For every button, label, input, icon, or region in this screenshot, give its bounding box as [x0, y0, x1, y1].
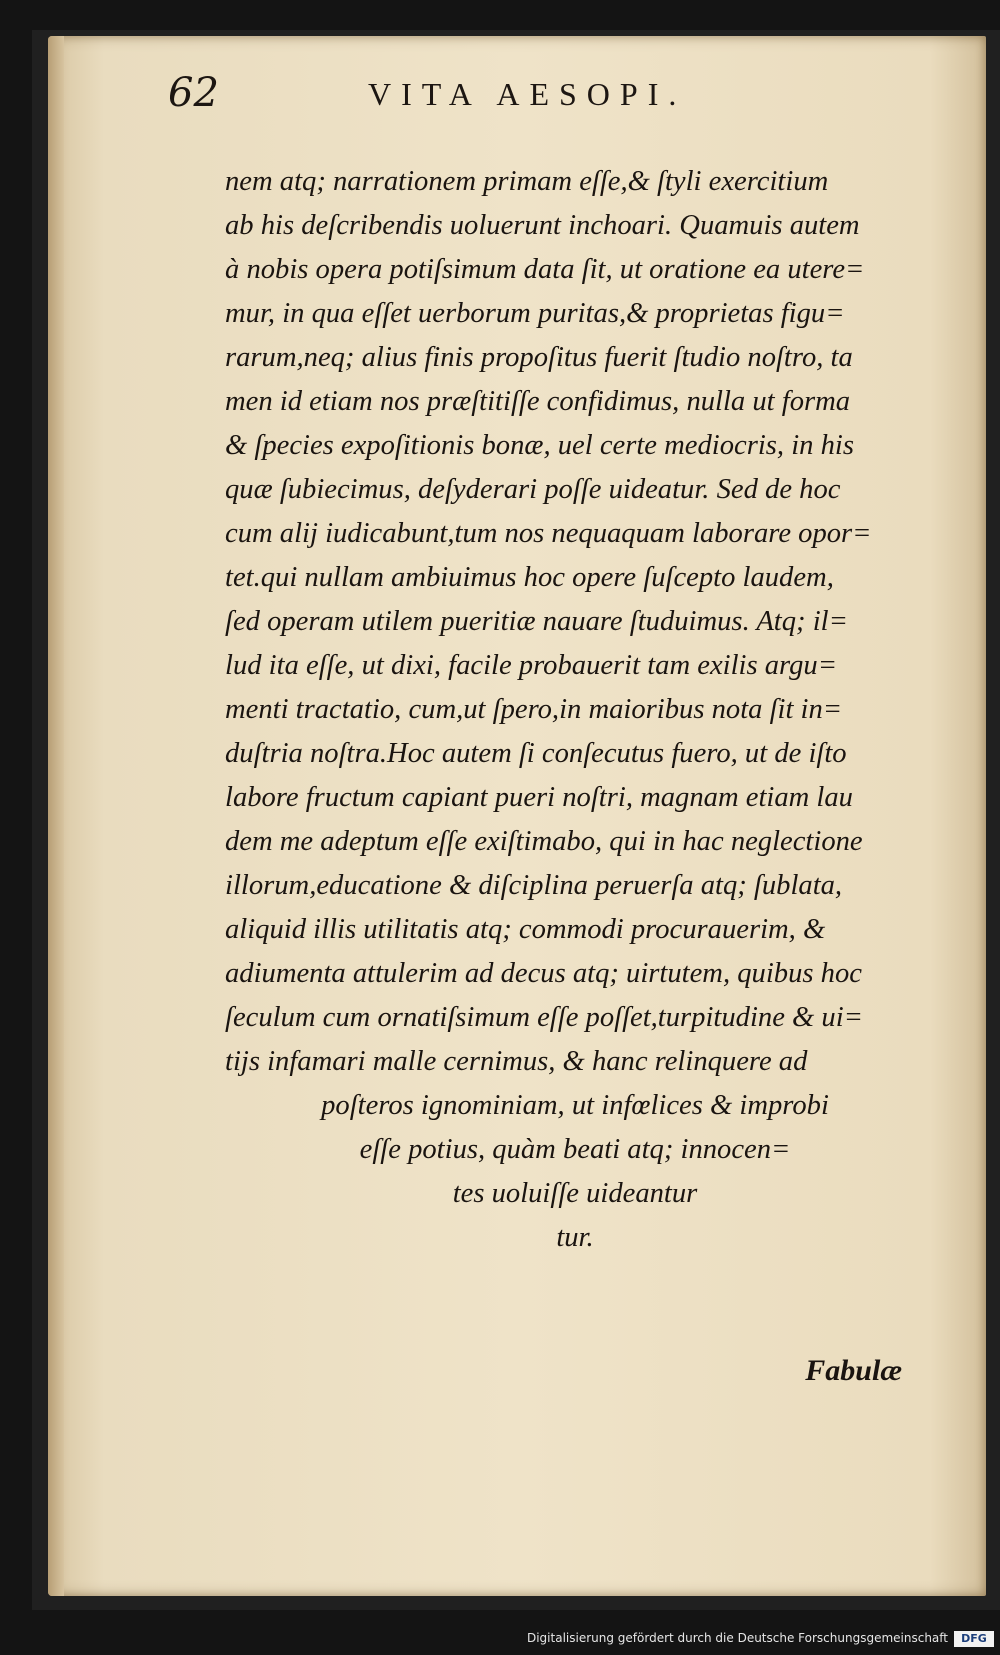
body-text [225, 160, 925, 1260]
text-line: ſeculum cum ornatiſsimum eſſe poſſet,turpitudine & ui= [225, 1002, 863, 1033]
catchword: Fabulæ [805, 1354, 902, 1387]
text-line: labore fructum capiant pueri noſtri, magnam etiam lau [225, 782, 853, 813]
text-line: tes uoluiſſe uideantur [452, 1178, 698, 1209]
text-line: cum alij iudicabunt,tum nos nequaquam laborare opor= [225, 518, 872, 549]
footer-band [0, 1615, 1000, 1655]
footer-credit: Digitalisierung gefördert durch die Deutsche Forschungsgemeinschaft [526, 1631, 948, 1645]
text-line: illorum,educatione & diſciplina peruerſa atq; ſublata, [225, 870, 843, 901]
text-line: poſteros ignominiam, ut infœlices & improbi [321, 1090, 829, 1121]
text-line: mur, in qua eſſet uerborum puritas,& proprietas figu= [225, 298, 845, 329]
text-line: nem atq; narrationem primam eſſe,& ſtyli exercitium [225, 166, 829, 197]
text-line: à nobis opera potiſsimum data ſit, ut oratione ea utere= [225, 254, 865, 285]
page-gutter [48, 36, 64, 1596]
text-line: men id etiam nos præſtitiſſe confidimus, nulla ut forma [225, 386, 851, 417]
text-line: tijs infamari malle cernimus, & hanc relinquere ad [225, 1046, 808, 1077]
text-line: duſtria noſtra.Hoc autem ſi conſecutus fuero, ut de iſto [225, 738, 847, 769]
text-line: dem me adeptum eſſe exiſtimabo, qui in hac neglectione [225, 826, 863, 857]
text-line: ſed operam utilem pueritiæ nauare ſtuduimus. Atq; il= [225, 606, 848, 637]
dfg-logo: DFG [954, 1631, 994, 1647]
running-head [168, 70, 940, 130]
text-line: & ſpecies expoſitionis bonæ, uel certe mediocris, in his [225, 430, 854, 461]
text-line: rarum,neq; alius finis propoſitus fuerit ſtudio noſtro, ta [225, 342, 853, 373]
text-line: adiumenta attulerim ad decus atq; uirtutem, quibus hoc [225, 958, 862, 989]
page-number: 62 [168, 70, 219, 116]
text-line: quæ ſubiecimus, deſyderari poſſe uideatur. Sed de hoc [225, 474, 841, 505]
text-line: menti tractatio, cum,ut ſpero,in maioribus nota ſit in= [225, 694, 843, 725]
text-line: lud ita eſſe, ut dixi, facile probauerit tam exilis argu= [225, 650, 838, 681]
text-line: aliquid illis utilitatis atq; commodi procurauerim, & [225, 914, 826, 945]
text-line: tur. [556, 1222, 594, 1253]
text-line: tet.qui nullam ambiuimus hoc opere ſuſcepto laudem, [225, 562, 834, 593]
text-line: eſſe potius, quàm beati atq; innocen= [359, 1134, 791, 1165]
text-line: ab his deſcribendis uoluerunt inchoari. Quamuis autem [225, 210, 860, 241]
running-title: VITA AESOPI. [368, 76, 687, 112]
